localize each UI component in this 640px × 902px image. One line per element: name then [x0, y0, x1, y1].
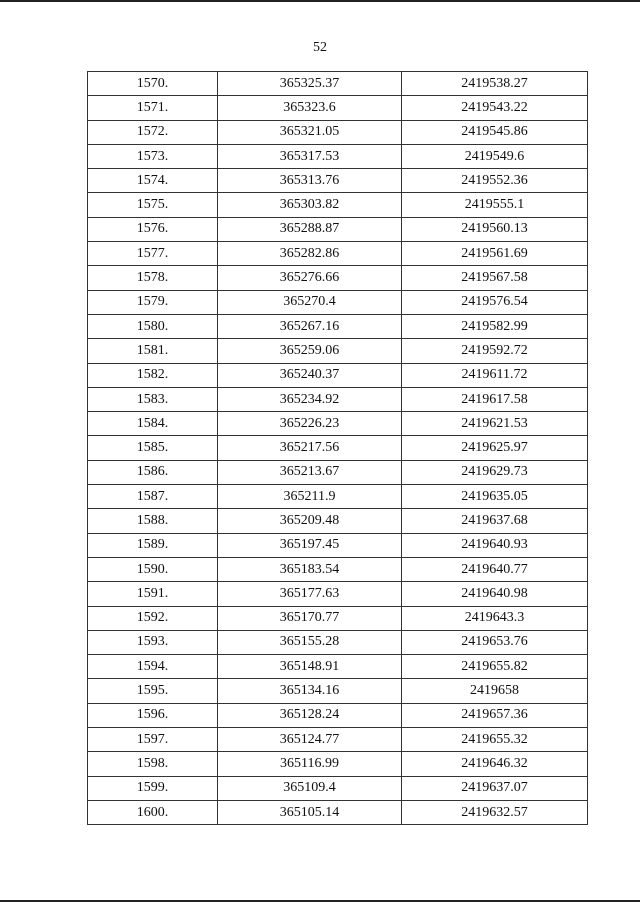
table-row [88, 557, 588, 581]
y-coordinate-cell: 2419555.1 [402, 193, 588, 217]
x-coordinate-cell: 365226.23 [218, 412, 402, 436]
table-row [88, 509, 588, 533]
table-row [88, 339, 588, 363]
x-coordinate-cell: 365134.16 [218, 679, 402, 703]
x-coordinate-cell: 365288.87 [218, 217, 402, 241]
x-coordinate-cell: 365211.9 [218, 485, 402, 509]
point-number-cell: 1586. [88, 460, 218, 484]
table-row [88, 169, 588, 193]
coordinates-table-body [88, 72, 588, 825]
point-number-cell: 1574. [88, 169, 218, 193]
y-coordinate-cell: 2419637.07 [402, 776, 588, 800]
y-coordinate-cell: 2419611.72 [402, 363, 588, 387]
x-coordinate-cell: 365270.4 [218, 290, 402, 314]
table-row [88, 485, 588, 509]
y-coordinate-cell: 2419646.32 [402, 752, 588, 776]
x-coordinate-cell: 365303.82 [218, 193, 402, 217]
y-coordinate-cell: 2419643.3 [402, 606, 588, 630]
point-number-cell: 1573. [88, 144, 218, 168]
table-row [88, 314, 588, 338]
table-row [88, 144, 588, 168]
point-number-cell: 1599. [88, 776, 218, 800]
y-coordinate-cell: 2419560.13 [402, 217, 588, 241]
table-row [88, 436, 588, 460]
x-coordinate-cell: 365317.53 [218, 144, 402, 168]
table-row [88, 242, 588, 266]
table-row [88, 266, 588, 290]
table-row [88, 703, 588, 727]
point-number-cell: 1592. [88, 606, 218, 630]
table-row [88, 679, 588, 703]
y-coordinate-cell: 2419561.69 [402, 242, 588, 266]
table-row [88, 776, 588, 800]
y-coordinate-cell: 2419617.58 [402, 387, 588, 411]
table-row [88, 290, 588, 314]
table-row [88, 193, 588, 217]
x-coordinate-cell: 365155.28 [218, 630, 402, 654]
point-number-cell: 1578. [88, 266, 218, 290]
x-coordinate-cell: 365148.91 [218, 655, 402, 679]
point-number-cell: 1589. [88, 533, 218, 557]
x-coordinate-cell: 365276.66 [218, 266, 402, 290]
page-number: 52 [313, 40, 327, 55]
point-number-cell: 1584. [88, 412, 218, 436]
y-coordinate-cell: 2419637.68 [402, 509, 588, 533]
point-number-cell: 1593. [88, 630, 218, 654]
y-coordinate-cell: 2419635.05 [402, 485, 588, 509]
table-row [88, 217, 588, 241]
y-coordinate-cell: 2419567.58 [402, 266, 588, 290]
x-coordinate-cell: 365240.37 [218, 363, 402, 387]
point-number-cell: 1596. [88, 703, 218, 727]
coordinates-table [87, 71, 588, 825]
y-coordinate-cell: 2419625.97 [402, 436, 588, 460]
y-coordinate-cell: 2419657.36 [402, 703, 588, 727]
y-coordinate-cell: 2419655.82 [402, 655, 588, 679]
x-coordinate-cell: 365259.06 [218, 339, 402, 363]
point-number-cell: 1591. [88, 582, 218, 606]
y-coordinate-cell: 2419658 [402, 679, 588, 703]
y-coordinate-cell: 2419655.32 [402, 728, 588, 752]
point-number-cell: 1595. [88, 679, 218, 703]
y-coordinate-cell: 2419582.99 [402, 314, 588, 338]
point-number-cell: 1583. [88, 387, 218, 411]
point-number-cell: 1600. [88, 800, 218, 824]
x-coordinate-cell: 365234.92 [218, 387, 402, 411]
point-number-cell: 1571. [88, 96, 218, 120]
point-number-cell: 1597. [88, 728, 218, 752]
point-number-cell: 1581. [88, 339, 218, 363]
point-number-cell: 1577. [88, 242, 218, 266]
x-coordinate-cell: 365313.76 [218, 169, 402, 193]
table-row [88, 412, 588, 436]
table-row [88, 606, 588, 630]
x-coordinate-cell: 365128.24 [218, 703, 402, 727]
table-row [88, 800, 588, 824]
point-number-cell: 1598. [88, 752, 218, 776]
point-number-cell: 1576. [88, 217, 218, 241]
x-coordinate-cell: 365124.77 [218, 728, 402, 752]
x-coordinate-cell: 365267.16 [218, 314, 402, 338]
table-row [88, 533, 588, 557]
point-number-cell: 1575. [88, 193, 218, 217]
x-coordinate-cell: 365183.54 [218, 557, 402, 581]
table-row [88, 387, 588, 411]
y-coordinate-cell: 2419576.54 [402, 290, 588, 314]
table-row [88, 460, 588, 484]
point-number-cell: 1570. [88, 72, 218, 96]
point-number-cell: 1587. [88, 485, 218, 509]
x-coordinate-cell: 365282.86 [218, 242, 402, 266]
y-coordinate-cell: 2419640.93 [402, 533, 588, 557]
point-number-cell: 1580. [88, 314, 218, 338]
x-coordinate-cell: 365209.48 [218, 509, 402, 533]
x-coordinate-cell: 365197.45 [218, 533, 402, 557]
x-coordinate-cell: 365109.4 [218, 776, 402, 800]
table-row [88, 363, 588, 387]
x-coordinate-cell: 365170.77 [218, 606, 402, 630]
y-coordinate-cell: 2419640.98 [402, 582, 588, 606]
point-number-cell: 1579. [88, 290, 218, 314]
y-coordinate-cell: 2419629.73 [402, 460, 588, 484]
y-coordinate-cell: 2419640.77 [402, 557, 588, 581]
x-coordinate-cell: 365217.56 [218, 436, 402, 460]
x-coordinate-cell: 365105.14 [218, 800, 402, 824]
x-coordinate-cell: 365325.37 [218, 72, 402, 96]
point-number-cell: 1585. [88, 436, 218, 460]
point-number-cell: 1590. [88, 557, 218, 581]
x-coordinate-cell: 365323.6 [218, 96, 402, 120]
y-coordinate-cell: 2419621.53 [402, 412, 588, 436]
y-coordinate-cell: 2419552.36 [402, 169, 588, 193]
y-coordinate-cell: 2419632.57 [402, 800, 588, 824]
y-coordinate-cell: 2419653.76 [402, 630, 588, 654]
table-row [88, 752, 588, 776]
table-row [88, 96, 588, 120]
table-row [88, 120, 588, 144]
x-coordinate-cell: 365321.05 [218, 120, 402, 144]
point-number-cell: 1594. [88, 655, 218, 679]
table-row [88, 582, 588, 606]
x-coordinate-cell: 365213.67 [218, 460, 402, 484]
x-coordinate-cell: 365177.63 [218, 582, 402, 606]
point-number-cell: 1572. [88, 120, 218, 144]
point-number-cell: 1588. [88, 509, 218, 533]
point-number-cell: 1582. [88, 363, 218, 387]
y-coordinate-cell: 2419543.22 [402, 96, 588, 120]
x-coordinate-cell: 365116.99 [218, 752, 402, 776]
y-coordinate-cell: 2419592.72 [402, 339, 588, 363]
y-coordinate-cell: 2419538.27 [402, 72, 588, 96]
table-row [88, 72, 588, 96]
table-row [88, 728, 588, 752]
y-coordinate-cell: 2419549.6 [402, 144, 588, 168]
y-coordinate-cell: 2419545.86 [402, 120, 588, 144]
table-row [88, 655, 588, 679]
table-row [88, 630, 588, 654]
